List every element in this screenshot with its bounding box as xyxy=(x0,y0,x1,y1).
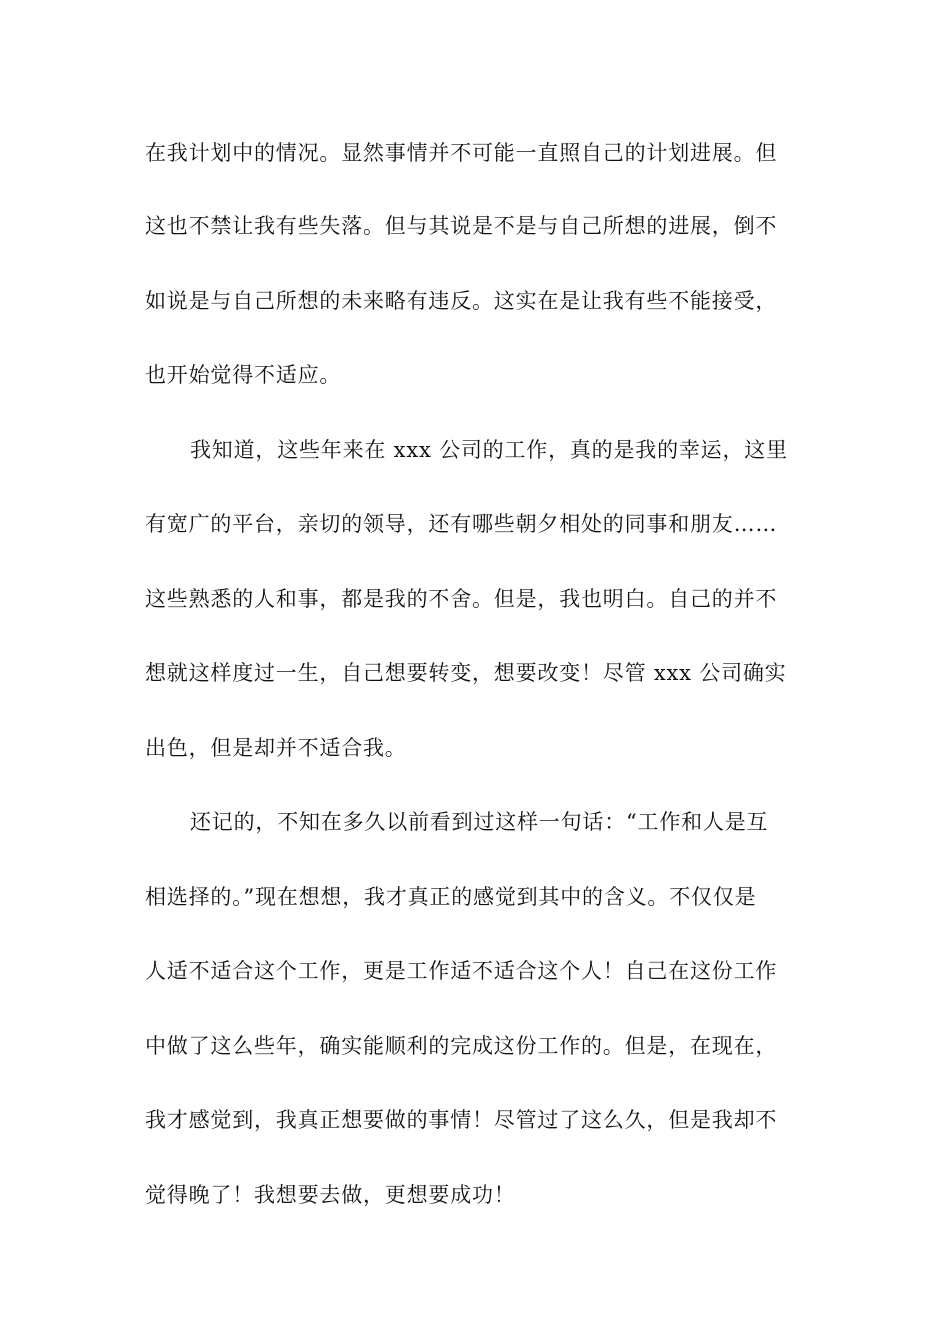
text-line: 觉得晚了！我想要去做，更想要成功！ xyxy=(145,1183,516,1207)
text-line: 中做了这么些年，确实能顺利的完成这份工作的。但是，在现在， xyxy=(145,1034,778,1058)
paragraph-first-line: 我知道，这些年来在 xxx 公司的工作，真的是我的幸运，这里 xyxy=(190,438,788,462)
text-line: 这些熟悉的人和事，都是我的不舍。但是，我也明白。自己的并不 xyxy=(145,587,778,611)
text-line: 有宽广的平台，亲切的领导，还有哪些朝夕相处的同事和朋友…… xyxy=(145,512,778,536)
text-line: 这也不禁让我有些失落。但与其说是不是与自己所想的进展，倒不 xyxy=(145,214,778,238)
text-line: 想就这样度过一生，自己想要转变，想要改变！尽管 xxx 公司确实 xyxy=(145,661,787,685)
text-line: 相选择的。”现在想想，我才真正的感觉到其中的含义。不仅仅是 xyxy=(145,885,757,909)
text-line: 人适不适合这个工作，更是工作适不适合这个人！自己在这份工作 xyxy=(145,959,778,983)
text-line: 也开始觉得不适应。 xyxy=(145,363,342,387)
text-line: 在我计划中的情况。显然事情并不可能一直照自己的计划进展。但 xyxy=(145,141,778,165)
text-line: 出色，但是却并不适合我。 xyxy=(145,736,407,760)
text-line: 如说是与自己所想的未来略有违反。这实在是让我有些不能接受， xyxy=(145,289,778,313)
text-line: 我才感觉到，我真正想要做的事情！尽管过了这么久，但是我却不 xyxy=(145,1108,778,1132)
paragraph-first-line: 还记的，不知在多久以前看到过这样一句话：“工作和人是互 xyxy=(190,810,769,834)
